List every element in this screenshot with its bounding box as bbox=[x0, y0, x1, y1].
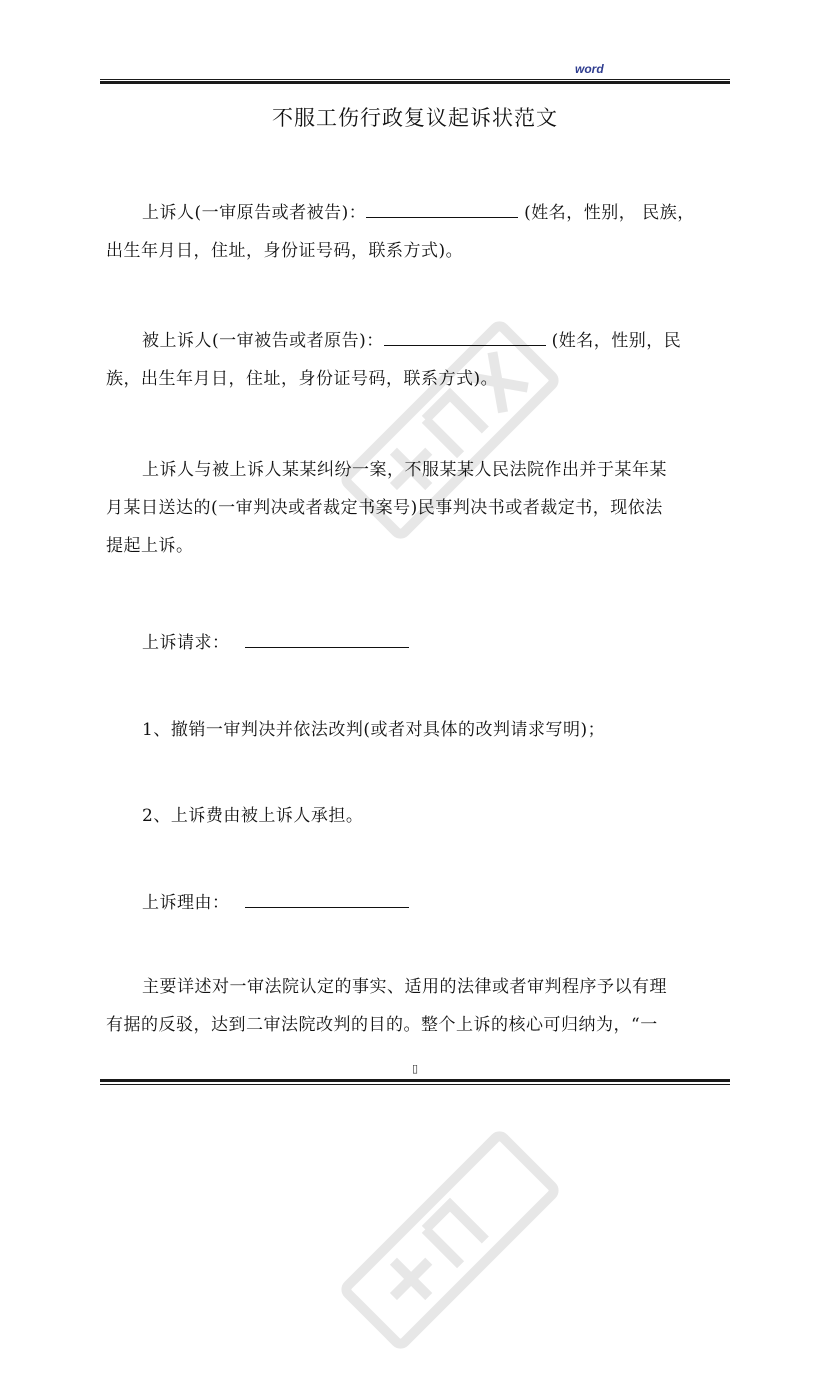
header-label: word bbox=[575, 62, 604, 76]
request-section bbox=[106, 624, 728, 662]
footer-rule-thick bbox=[100, 1079, 730, 1082]
request-blank bbox=[245, 627, 409, 648]
reason-label: 上诉理由： bbox=[142, 893, 230, 913]
appellant-suffix: (姓名，性别， 民族， bbox=[524, 203, 695, 223]
appellee-name-blank bbox=[384, 325, 546, 346]
request-item-1 bbox=[106, 711, 728, 749]
header-rule-thick bbox=[100, 81, 730, 84]
request-item-text: 2、上诉费由被上诉人承担。 bbox=[142, 806, 364, 826]
request-item-2 bbox=[106, 797, 728, 835]
case-intro-paragraph bbox=[106, 451, 728, 565]
request-label: 上诉请求： bbox=[142, 633, 230, 653]
footer-page-mark: ▯ bbox=[412, 1062, 419, 1075]
request-item-text: 1、撤销一审判决并依法改判(或者对具体的改判请求写明)； bbox=[142, 720, 606, 740]
reason-paragraph bbox=[106, 968, 728, 1044]
reason-section bbox=[106, 884, 728, 922]
page-title: 不服工伤行政复议起诉状范文 bbox=[272, 106, 558, 130]
appellant-line2: 出生年月日，住址，身份证号码，联系方式)。 bbox=[106, 241, 464, 261]
case-intro-line1: 上诉人与被上诉人某某纠纷一案，不服某某人民法院作出并于某年某 bbox=[142, 460, 667, 480]
reason-blank bbox=[245, 887, 409, 908]
reason-line1: 主要详述对一审法院认定的事实、适用的法律或者审判程序予以有理 bbox=[142, 977, 667, 997]
reason-line2: 有据的反驳，达到二审法院改判的目的。整个上诉的核心可归纳为，“一 bbox=[106, 1015, 658, 1035]
case-intro-line3: 提起上诉。 bbox=[106, 536, 194, 556]
case-intro-line2: 月某日送达的(一审判决或者裁定书案号)民事判决书或者裁定书，现依法 bbox=[106, 498, 663, 518]
header-rule-thin bbox=[100, 79, 730, 80]
footer-rule-thin bbox=[100, 1084, 730, 1085]
appellee-paragraph bbox=[106, 322, 728, 398]
watermark-icon bbox=[300, 1090, 600, 1390]
appellant-prefix: 上诉人(一审原告或者被告)： bbox=[142, 203, 367, 223]
appellant-paragraph bbox=[106, 194, 728, 270]
appellee-line2: 族，出生年月日，住址，身份证号码，联系方式)。 bbox=[106, 369, 499, 389]
appellee-prefix: 被上诉人(一审被告或者原告)： bbox=[142, 331, 384, 351]
appellant-name-blank bbox=[366, 197, 518, 218]
appellee-suffix: (姓名，性别，民 bbox=[551, 331, 682, 351]
